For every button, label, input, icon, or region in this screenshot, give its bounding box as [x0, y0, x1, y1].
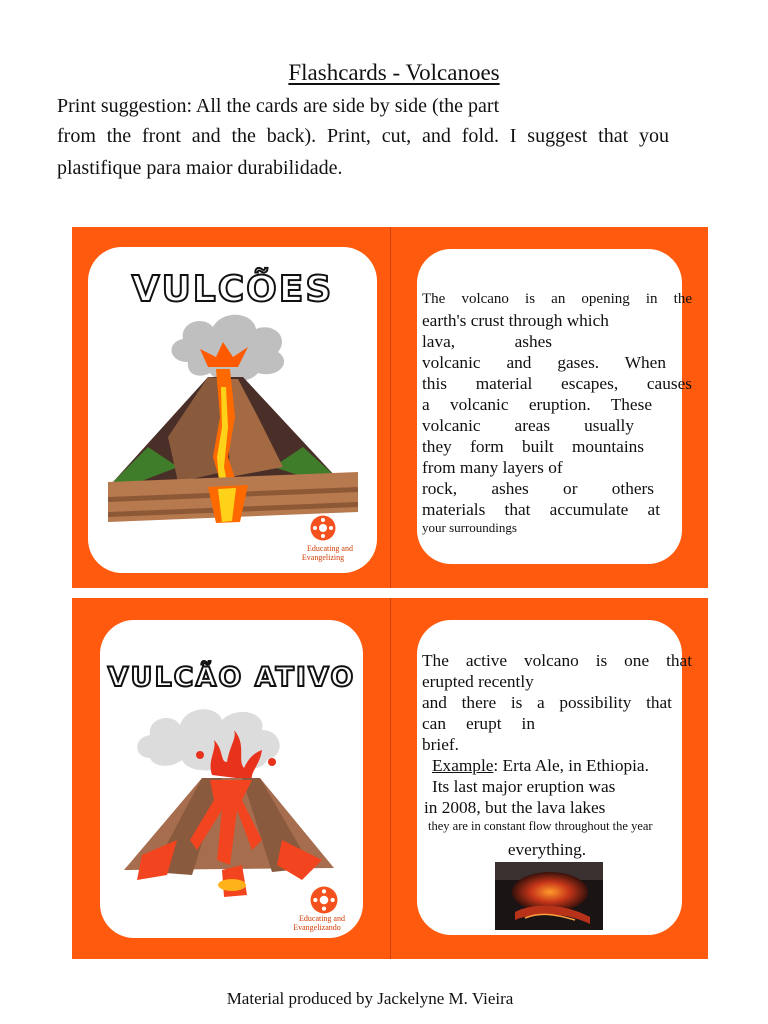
card-text-line: they form built mountains — [422, 437, 644, 456]
card-text-line: this material escapes, causes — [422, 374, 692, 393]
card-front-volcanoes — [88, 247, 377, 573]
card-text-line: your surroundings — [422, 520, 517, 535]
example-label: Example — [432, 756, 494, 775]
card-text-line: erupted recently — [422, 672, 534, 691]
card-front-active-volcano — [100, 620, 363, 938]
card-text-line: from many layers of — [422, 458, 563, 477]
educating-logo-icon — [310, 886, 338, 914]
card-text-line: volcanic areas usually — [422, 416, 634, 435]
card-text-line: lava, ashes — [422, 332, 552, 351]
educating-logo-icon — [310, 515, 336, 541]
card-text-line — [422, 755, 692, 776]
card-text-line: everything. — [507, 840, 587, 859]
card-text-line: The volcano is an opening in the — [422, 291, 692, 307]
logo-caption-1: Educating and — [307, 544, 353, 553]
card-text-line: The active volcano is one that — [422, 651, 692, 670]
card-text-line: rock, ashes or others — [422, 479, 654, 498]
example-text: : Erta Ale, in Ethiopia. — [493, 756, 649, 775]
card-text-line: and there is a possibility that — [422, 693, 672, 712]
lava-lake-photo — [495, 862, 603, 930]
flashcard-pair-active-volcano — [72, 598, 708, 959]
card-front-title: VULCÕES — [131, 269, 334, 310]
flashcard-pair-volcanoes — [72, 227, 708, 588]
card-text-line: can erupt in — [422, 714, 535, 733]
intro-line-3: plastifique para maior durabilidade. — [57, 157, 343, 179]
active-volcano-illustration — [122, 700, 337, 900]
card-back-active-volcano — [417, 620, 692, 935]
card-text-line: earth's crust through which — [422, 311, 609, 330]
card-text-line: they are in constant flow throughout the year — [428, 819, 653, 833]
card-back-text — [422, 650, 692, 860]
page-title: Flashcards - Volcanoes — [288, 60, 500, 85]
intro-line-2: from the front and the back). Print, cut, and fold. I suggest that you — [57, 125, 669, 147]
card-text-line: brief. — [422, 735, 459, 754]
card-text-line: volcanic and gases. When — [422, 353, 666, 372]
fold-line — [390, 598, 391, 959]
logo-caption-2: Evangelizando — [293, 923, 341, 932]
card-back-volcanoes — [417, 249, 692, 564]
logo-caption-1: Educating and — [299, 914, 345, 923]
logo-caption-2: Evangelizing — [301, 553, 345, 562]
fold-line — [390, 227, 391, 588]
card-back-text — [422, 289, 692, 536]
intro-line-1: Print suggestion: All the cards are side by side (the part — [57, 95, 500, 117]
card-text-line: in 2008, but the lava lakes — [424, 798, 606, 817]
card-text-line: materials that accumulate at — [422, 500, 660, 519]
card-front-title: VULCÃO ATIVO — [107, 662, 356, 693]
volcano-illustration — [108, 307, 358, 532]
card-text-line: Its last major eruption was — [432, 777, 616, 796]
card-text-line: a volcanic eruption. These — [422, 395, 652, 414]
footer-credit: Material produced by Jackelyne M. Vieira — [226, 989, 514, 1008]
